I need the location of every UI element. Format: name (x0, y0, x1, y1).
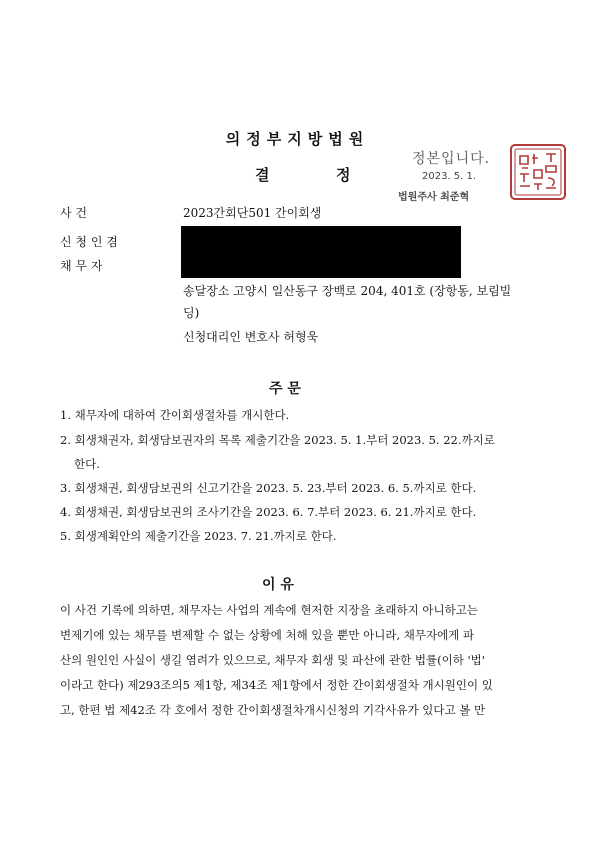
service-address-cont: 딩) (183, 306, 200, 320)
court-name: 의정부지방법원 (225, 130, 370, 148)
reason-line-4: 이라고 한다) 제293조의5 제1항, 제34조 제1항에서 정한 간이회생절차 개시원인이 있 (60, 678, 493, 692)
order-item-1: 1. 채무자에 대하여 간이회생절차를 개시한다. (60, 408, 290, 422)
decision-char-1: 결 (255, 166, 270, 184)
reason-line-5: 고, 한편 법 제42조 각 호에서 정한 간이회생절차개시신청의 기각사유가 있다고 볼 만 (60, 703, 486, 717)
certification-date: 2023. 5. 1. (422, 171, 477, 182)
decision-title (255, 164, 350, 185)
reasons-title: 이 유 (262, 577, 294, 593)
order-item-4: 4. 회생채권, 회생담보권의 조사기간을 2023. 6. 7.부터 2023. 6. 21.까지로 한다. (60, 505, 477, 519)
reason-line-1: 이 사건 기록에 의하면, 채무자는 사업의 계속에 현저한 지장을 초래하지 아니하고는 (60, 603, 478, 617)
certification-clerk: 법원주사 최준혁 (398, 192, 470, 203)
order-title: 주 문 (269, 381, 301, 397)
reason-line-2: 변제기에 있는 채무를 변제할 수 없는 상황에 처해 있을 뿐만 아니라, 채무자에게 파 (60, 628, 475, 642)
reason-line-3: 산의 원인인 사실이 생길 염려가 있으므로, 채무자 회생 및 파산에 관한 법률(이하 '법' (60, 653, 485, 667)
order-item-2-cont: 한다. (74, 457, 100, 471)
order-item-2: 2. 회생채권자, 회생담보권자의 목록 제출기간을 2023. 5. 1.부터 2023. 5. 22.까지로 (60, 433, 495, 447)
order-item-5: 5. 회생계획안의 제출기간을 2023. 7. 21.까지로 한다. (60, 529, 337, 543)
attorney: 신청대리인 변호사 허형욱 (183, 330, 319, 344)
case-label: 사 건 (60, 206, 87, 220)
case-number: 2023간회단501 간이회생 (183, 206, 322, 220)
certification-text: 정본입니다. (412, 151, 491, 167)
debtor-label: 채 무 자 (60, 259, 103, 273)
decision-char-2: 정 (335, 166, 351, 184)
court-seal-icon (508, 142, 568, 202)
service-address: 송달장소 고양시 일산동구 장백로 204, 401호 (장항동, 보림빌 (183, 284, 512, 298)
applicant-label: 신 청 인 겸 (60, 235, 118, 249)
redaction-block (181, 226, 461, 278)
order-item-3: 3. 회생채권, 회생담보권의 신고기간을 2023. 5. 23.부터 2023. 6. 5.까지로 한다. (60, 481, 477, 495)
